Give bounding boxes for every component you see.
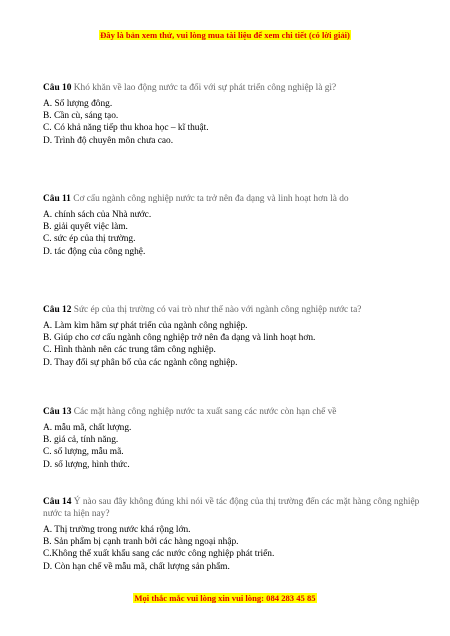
option-a: A. Làm kìm hãm sự phát triển của ngành công nghiệp. — [43, 321, 248, 331]
question-text: Cơ cấu ngành công nghiệp nước ta trở nên đa dạng và linh hoạt hơn là do — [73, 194, 349, 204]
option-c: C. số lượng, mẫu mã. — [43, 447, 124, 458]
question-stem — [43, 406, 423, 418]
option-d: D. số lượng, hình thức. — [43, 459, 130, 470]
question-number: Câu 14 — [43, 497, 72, 507]
question-number: Câu 12 — [43, 305, 72, 315]
option-a: A. chính sách của Nhà nước. — [43, 210, 152, 220]
question-stem — [43, 193, 423, 205]
option-b: B. giá cả, tính năng. — [43, 435, 119, 446]
option-d: D. tác động của công nghệ. — [43, 246, 146, 257]
question-10 — [43, 82, 423, 147]
option-c: C.Không thể xuất khẩu sang các nước công nghiệp phát triển. — [43, 549, 275, 560]
question-text: Ý nào sau đây không đúng khi nói về tác động của thị trường đến các mặt hàng công nghiệp nước ta hiện nay? — [43, 497, 420, 519]
option-c: C. Hình thành nên các trung tâm công nghiệp. — [43, 345, 216, 356]
option-c: C. Có khả năng tiếp thu khoa học – kĩ thuật. — [43, 123, 209, 134]
question-text: Sức ép của thị trường có vai trò như thế nào với ngành công nghiệp nước ta? — [73, 305, 362, 315]
preview-notice-banner — [0, 25, 450, 43]
option-b: B. Cần cù, sáng tạo. — [43, 111, 119, 122]
question-text: Các mặt hàng công nghiệp nước ta xuất sang các nước còn hạn chế về — [73, 407, 337, 417]
option-d: D. Trình độ chuyên môn chưa cao. — [43, 135, 174, 146]
option-b: B. giải quyết việc làm. — [43, 222, 128, 233]
question-number: Câu 13 — [43, 407, 72, 417]
question-number: Câu 10 — [43, 83, 72, 93]
option-c: C. sức ép của thị trường. — [43, 234, 136, 245]
question-number: Câu 11 — [43, 194, 71, 204]
question-stem — [43, 496, 423, 520]
option-a: A. Thị trường trong nước khá rộng lớn. — [43, 525, 191, 535]
option-b: B. Sản phẩm bị cạnh tranh bởi các hàng ngoại nhập. — [43, 537, 239, 548]
option-b: B. Giúp cho cơ cấu ngành công nghiệp trở nên đa dạng và linh hoạt hơn. — [43, 333, 316, 344]
question-stem — [43, 82, 423, 94]
question-text: Khó khăn về lao động nước ta đối với sự phát triển công nghiệp là gì? — [73, 83, 337, 93]
preview-notice-text: Đây là bản xem thử, vui lòng mua tài liệu để xem chi tiết (có lời giải) — [100, 30, 350, 40]
question-11 — [43, 193, 423, 258]
question-13 — [43, 406, 423, 471]
option-a: A. mẫu mã, chất lượng. — [43, 423, 132, 433]
contact-footer — [0, 588, 450, 606]
option-a: A. Số lượng đông. — [43, 99, 113, 109]
question-stem — [43, 304, 423, 316]
option-d: D. Thay đổi sự phân bố của các ngành công nghiệp. — [43, 357, 238, 368]
option-d: D. Còn hạn chế về mẫu mã, chất lượng sản phẩm. — [43, 561, 230, 572]
question-14 — [43, 496, 423, 573]
contact-text: Mọi thắc mắc vui lòng xin vui lòng: 084 283 45 85 — [134, 593, 316, 603]
question-12 — [43, 304, 423, 369]
